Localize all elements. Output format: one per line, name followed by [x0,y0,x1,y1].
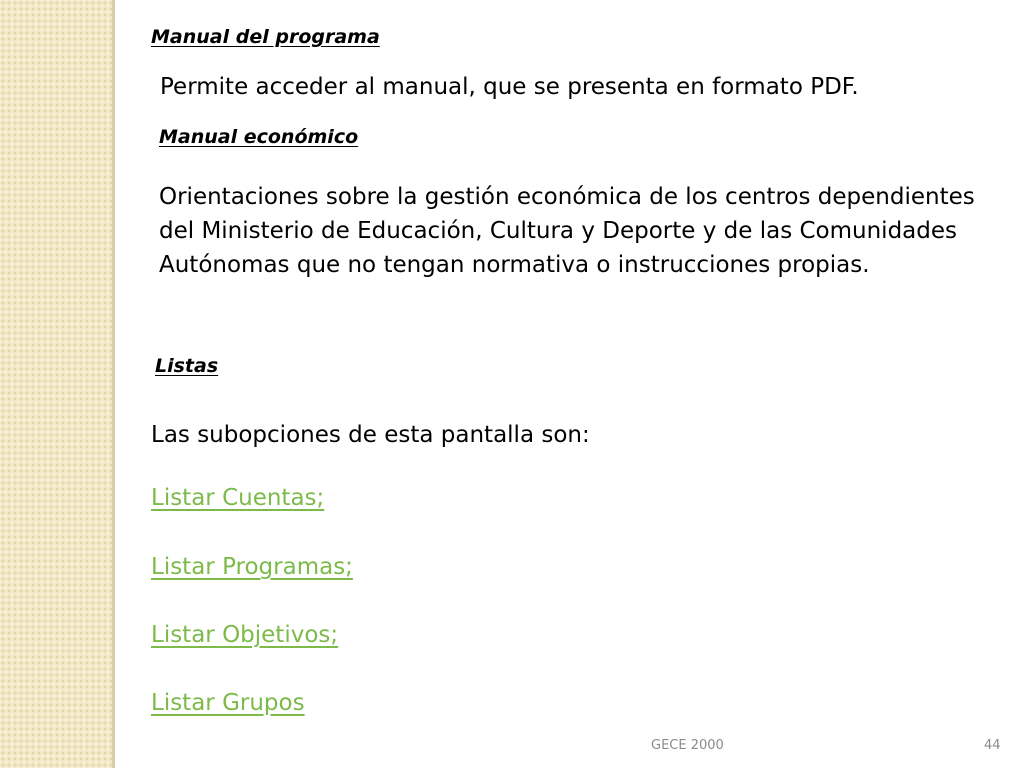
manual-economico-line-2: del Ministerio de Educación, Cultura y Deporte y de las Comunidades [159,218,957,244]
manual-economico-line-3: Autónomas que no tengan normativa o instrucciones propias. [159,252,870,278]
link-listar-objetivos[interactable]: Listar Objetivos; [151,622,339,648]
side-band-edge [112,0,115,768]
section-title-listas: Listas [155,355,219,377]
manual-programa-description: Permite acceder al manual, que se presenta en formato PDF. [160,74,859,100]
manual-economico-line-1: Orientaciones sobre la gestión económica de los centros dependientes [159,184,975,210]
page-number: 44 [984,738,1001,753]
link-listar-grupos[interactable]: Listar Grupos [151,690,305,716]
section-title-manual-programa: Manual del programa [151,26,380,48]
footer-title: GECE 2000 [651,738,724,753]
section-title-manual-economico: Manual económico [159,126,359,148]
link-listar-programas[interactable]: Listar Programas; [151,554,353,580]
decorative-side-band [0,0,112,768]
listas-intro: Las subopciones de esta pantalla son: [151,422,590,448]
link-listar-cuentas[interactable]: Listar Cuentas; [151,485,325,511]
